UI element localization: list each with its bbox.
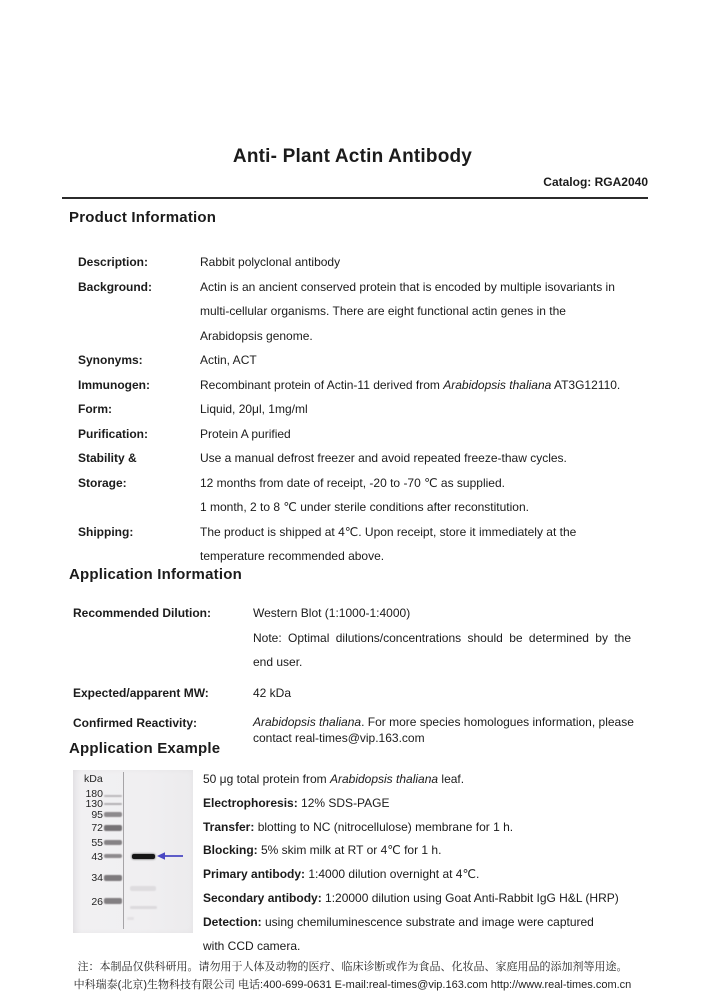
product-info-table (78, 250, 638, 569)
marker-label-26: 26 (91, 896, 103, 908)
example-line (203, 887, 673, 911)
table-row-form (78, 397, 638, 422)
ladder-band (104, 898, 122, 904)
example-line (203, 839, 673, 863)
table-row-background (78, 275, 638, 349)
example-line: with CCD camera. (203, 938, 301, 953)
value-line: Arabidopsis genome. (200, 328, 313, 343)
row-value (200, 520, 638, 569)
catalog-value: RGA2040 (594, 175, 648, 189)
value-line: 1 month, 2 to 8 ℃ under sterile conditions after reconstitution. (200, 500, 529, 514)
row-label: Confirmed Reactivity: (73, 716, 198, 730)
marker-label-95: 95 (91, 809, 103, 821)
section-heading-application-information: Application Information (69, 566, 242, 583)
value-text: . For more species homologues information, please contact real-times@vip.163.com (253, 715, 634, 745)
application-example-text (203, 768, 673, 958)
example-line (203, 792, 673, 816)
marker-label-55: 55 (91, 837, 103, 849)
section-heading-product-information: Product Information (69, 209, 217, 226)
value-text: AT3G12110. (551, 377, 621, 392)
table-row-shipping (78, 520, 638, 569)
header-divider (62, 197, 648, 199)
line-lead: Blocking: (203, 843, 258, 858)
target-band-43kda (132, 854, 155, 859)
value-line: Western Blot (1:1000-1:4000) (253, 606, 411, 620)
ladder-band (104, 803, 122, 805)
ladder-band (104, 795, 122, 797)
line-lead: Electrophoresis: (203, 795, 298, 810)
ladder-band (104, 875, 122, 881)
row-label: Recommended Dilution: (73, 606, 212, 620)
faint-band (127, 917, 134, 920)
ladder-band (104, 854, 122, 858)
marker-label-130: 130 (85, 798, 103, 810)
row-label: Immunogen: (78, 377, 150, 392)
example-line (203, 768, 673, 792)
row-label (78, 446, 200, 495)
row-value: Protein A purified (200, 426, 291, 441)
species-name: Arabidopsis thaliana (443, 377, 552, 392)
species-name: Arabidopsis thaliana (253, 715, 362, 729)
row-value (200, 446, 638, 520)
row-value: 42 kDa (253, 685, 292, 700)
row-value: Actin, ACT (200, 353, 257, 367)
line-text: 1:20000 dilution using Goat Anti-Rabbit IgG H&L (HRP) (321, 890, 619, 905)
row-label: Synonyms: (78, 353, 143, 367)
example-line (203, 816, 673, 840)
value-line: temperature recommended above. (200, 549, 385, 563)
line-text: 50 μg total protein from (203, 772, 330, 786)
section-heading-application-example: Application Example (69, 740, 221, 757)
line-text: leaf. (438, 772, 465, 786)
catalog-label: Catalog: (543, 175, 592, 189)
row-label: Purification: (78, 426, 149, 441)
line-text: 1:4000 dilution overnight at 4℃. (305, 867, 480, 882)
row-value (253, 601, 638, 675)
line-text: 12% SDS-PAGE (297, 795, 390, 810)
band-pointer-arrow-icon (157, 851, 185, 861)
example-line (203, 863, 673, 887)
row-value: Rabbit polyclonal antibody (200, 255, 341, 269)
ladder-band (104, 825, 122, 831)
label-line: Stability & (78, 451, 137, 465)
line-lead: Transfer: (203, 819, 255, 834)
value-line: The product is shipped at 4℃. Upon receipt, store it immediately at the (200, 524, 577, 539)
line-text: blotting to NC (nitrocellulose) membrane for 1 h. (254, 819, 514, 834)
ladder-band (104, 840, 122, 845)
row-value (253, 711, 638, 746)
species-name: Arabidopsis thaliana (329, 772, 439, 786)
example-line (203, 911, 673, 935)
value-text: Recombinant protein of Actin-11 derived from (200, 377, 444, 392)
marker-label-72: 72 (91, 822, 103, 834)
row-value (200, 373, 638, 398)
western-blot-image (73, 770, 193, 933)
table-row-description (78, 250, 638, 275)
row-label: Shipping: (78, 524, 134, 539)
row-value (200, 275, 638, 349)
line-text: 5% skim milk at RT or 4℃ for 1 h. (257, 843, 442, 858)
value-line: Actin is an ancient conserved protein that is encoded by multiple isovariants in (200, 279, 615, 294)
value-line: multi-cellular organisms. There are eight functional actin genes in the (200, 304, 566, 318)
table-row-stability-storage (78, 446, 638, 520)
line-lead: Primary antibody: (203, 867, 306, 882)
table-row-expected-mw (73, 681, 638, 706)
ladder-band (104, 812, 122, 817)
lane-divider (123, 772, 124, 929)
gel-unit-label: kDa (84, 773, 103, 785)
line-text: using chemiluminescence substrate and image were captured (261, 914, 594, 929)
value-line: Use a manual defrost freezer and avoid repeated freeze-thaw cycles. (200, 451, 567, 465)
catalog-number (543, 175, 648, 189)
table-row-recommended-dilution (73, 601, 638, 675)
line-lead: Secondary antibody: (203, 890, 322, 905)
table-row-synonyms (78, 348, 638, 373)
table-row-purification (78, 422, 638, 447)
dilution-note: Note: Optimal dilutions/concentrations should be determined by the end user. (253, 630, 631, 669)
row-label: Form: (78, 402, 112, 416)
label-line: Storage: (78, 475, 127, 490)
marker-label-34: 34 (91, 872, 103, 884)
row-label: Expected/apparent MW: (73, 685, 209, 700)
marker-label-43: 43 (91, 851, 103, 863)
table-row-immunogen (78, 373, 638, 398)
footer-disclaimer: 注：本制品仅供科研用。请勿用于人体及动物的医疗、临床诊断或作为食品、化妆品、家庭用品的添加剂等用途。 (77, 961, 628, 973)
application-info-table (73, 601, 638, 746)
row-label: Background: (78, 279, 153, 294)
page-title: Anti- Plant Actin Antibody (232, 146, 473, 167)
row-value: Liquid, 20μl, 1mg/ml (200, 402, 308, 416)
line-lead: Detection: (203, 914, 262, 929)
footer-company-info: 中科瑞泰(北京)生物科技有限公司 电话:400-699-0631 E-mail:real-times@vip.163.com http://www.real-times.com.cn (73, 979, 632, 991)
faint-band (130, 906, 157, 909)
value-line: 12 months from date of receipt, -20 to -70 ℃ as supplied. (200, 475, 505, 490)
marker-label-180: 180 (85, 788, 103, 800)
faint-band (130, 886, 156, 891)
row-label: Description: (78, 255, 149, 269)
